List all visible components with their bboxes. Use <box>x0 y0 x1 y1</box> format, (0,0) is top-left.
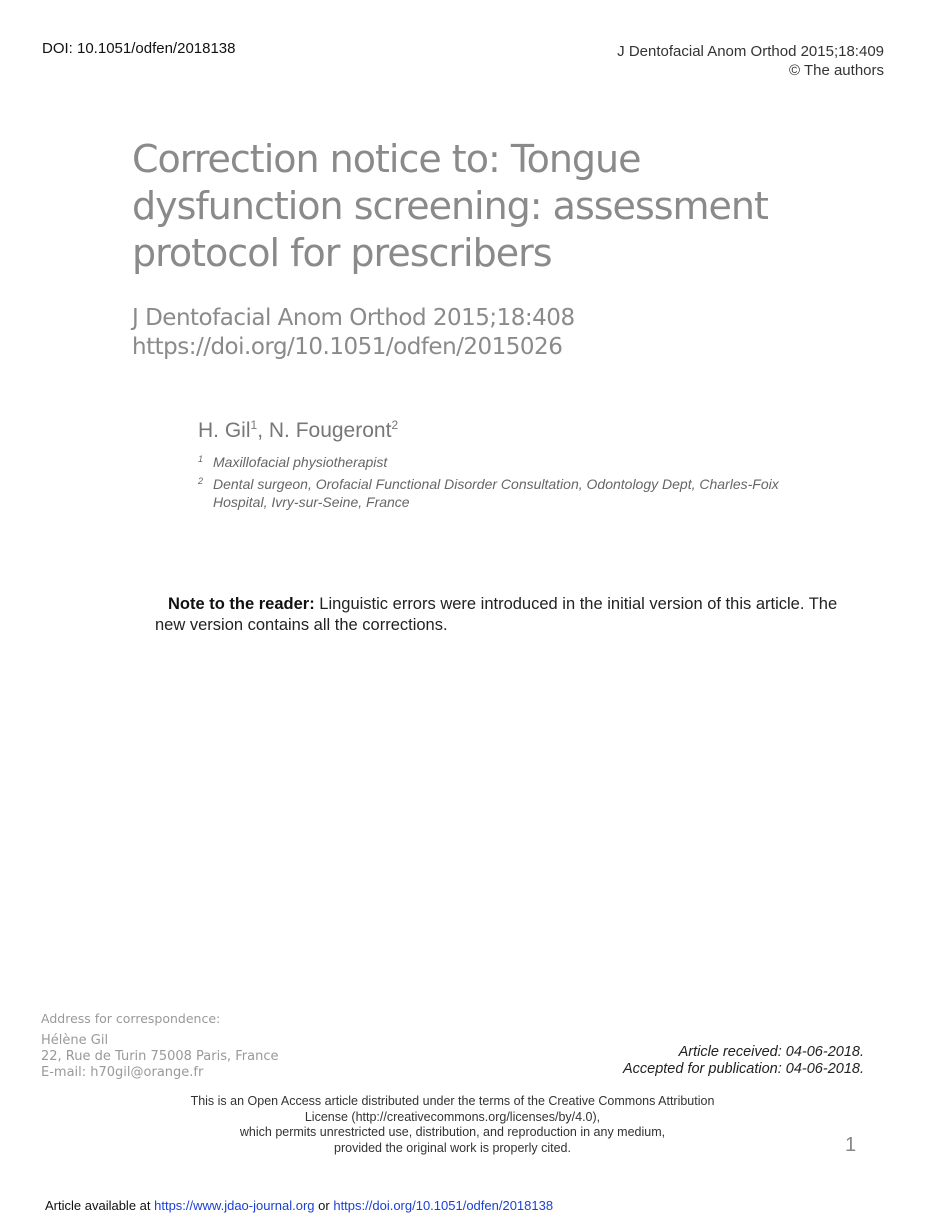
affiliation-number: 1 <box>198 454 204 464</box>
affiliation-number: 2 <box>198 476 204 486</box>
date-accepted: Accepted for publication: 04-06-2018. <box>622 1061 864 1077</box>
article-doi-link[interactable]: https://doi.org/10.1051/odfen/2018138 <box>333 1198 554 1213</box>
author-separator: , <box>257 419 269 442</box>
author-list <box>198 418 398 443</box>
journal-website-link[interactable]: https://www.jdao-journal.org <box>154 1198 315 1213</box>
date-received: Article received: 04-06-2018. <box>678 1044 864 1060</box>
affiliation-list <box>198 453 828 515</box>
author-affil-mark: 1 <box>250 418 258 432</box>
author-name: N. Fougeront <box>268 419 392 442</box>
license-notice <box>130 1094 775 1156</box>
author-name: H. Gil <box>198 419 251 442</box>
affiliation-item <box>198 475 828 511</box>
article-title: Correction notice to: Tongue dysfunction screening: assessment protocol for prescribers <box>132 137 768 275</box>
author-affil-mark: 2 <box>391 418 399 432</box>
correspondence-block <box>41 1011 278 1081</box>
correspondence-name: Hélène Gil <box>41 1033 109 1048</box>
original-citation: J Dentofacial Anom Orthod 2015;18:408 <box>132 305 575 331</box>
header-journal-ref <box>617 42 884 80</box>
correspondence-address: 22, Rue de Turin 75008 Paris, France <box>41 1049 279 1064</box>
license-line: License (http://creativecommons.org/licenses/by/4.0), <box>304 1109 601 1124</box>
footer-availability <box>45 1198 553 1213</box>
page-number: 1 <box>845 1134 857 1156</box>
note-text: Linguistic errors were introduced in the initial version of this article. The new version contains all the corrections. <box>155 595 838 634</box>
copyright-notice: © The authors <box>789 62 884 79</box>
affiliation-item <box>198 453 828 471</box>
header-doi: DOI: 10.1051/odfen/2018138 <box>42 40 236 57</box>
note-label: Note to the reader: <box>168 595 315 613</box>
note-to-reader <box>155 594 865 636</box>
footer-middle: or <box>314 1198 334 1213</box>
article-dates <box>623 1044 864 1078</box>
footer-prefix: Article available at <box>45 1198 155 1213</box>
journal-citation: J Dentofacial Anom Orthod 2015;18:409 <box>617 43 884 60</box>
license-line: provided the original work is properly cited. <box>334 1140 571 1155</box>
original-article-reference <box>132 304 575 362</box>
affiliation-text: Dental surgeon, Orofacial Functional Disorder Consultation, Odontology Dept, Charles-Foix Hospital, Ivry-sur-Seine, France <box>213 476 779 510</box>
license-line: This is an Open Access article distributed under the terms of the Creative Commons Attribution <box>190 1094 715 1108</box>
original-doi-url: https://doi.org/10.1051/odfen/2015026 <box>132 334 563 360</box>
correspondence-email: E-mail: h70gil@orange.fr <box>41 1065 204 1080</box>
license-line: which permits unrestricted use, distribution, and reproduction in any medium, <box>239 1125 666 1139</box>
affiliation-text: Maxillofacial physiotherapist <box>213 454 388 470</box>
correspondence-heading: Address for correspondence: <box>41 1011 221 1026</box>
